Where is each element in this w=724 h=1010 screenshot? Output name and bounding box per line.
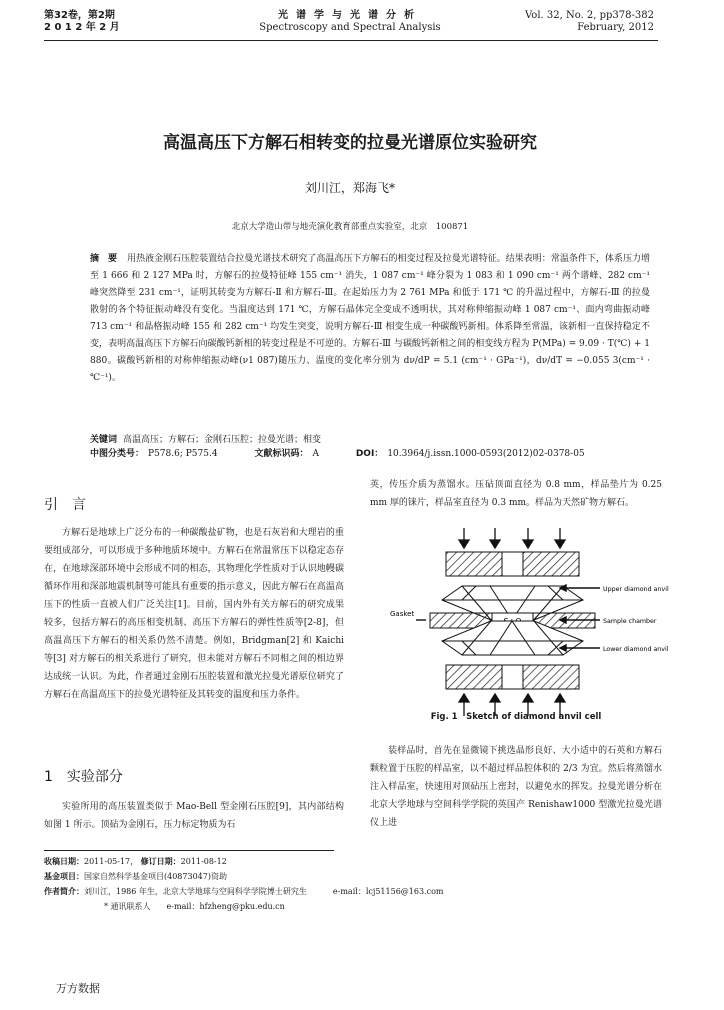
watermark: 万方数据 — [56, 982, 100, 995]
right-column-top-paragraph: 英，传压介质为蒸馏水。压砧顶面直径为 0.8 mm，样品垫片为 0.25 mm 厚的铼片，样品室直径为 0.3 mm。样品为天然矿物方解石。 — [370, 480, 662, 508]
intro-paragraph: 方解石是地球上广泛分布的一种碳酸盐矿物，也是石灰岩和大理岩的重要组成部分，可以形成于多种地质环境中。方解石在常温常压下以稳定态存在，在地球深部环境中会形成不同的相态，其物理化学性质对于认识地幔碳循环作用和深部地震机制等可能具有重要的指示意义，因此方解石在高温高压下的性质一直被人们广泛关注[1]。目前，国内外有关方解石的研究成果较多，包括方解石的高压相变机制、高压下方解石的弹性性质等[2-8]，但高温高压下方解石的相关系仍然不清楚。例如，Bridgman[2] 和 Kaichi 等[3] 对方解石的相关系进行了研究，但未能对方解石不同相之间的相边界达成统一认识。为此，作者通过金刚石压腔装置和激光拉曼光谱原位研究了方解石在高温高压下的拉曼光谱特征及其转变的温度和压力条件。 — [44, 528, 344, 700]
class-value: P578.6; P575.4 — [148, 449, 218, 459]
footnote-corresponding: * 通讯联系人 e-mail：hfzheng@pku.edu.cn — [104, 902, 285, 911]
header-rule — [44, 40, 658, 41]
journal-name-en: Spectroscopy and Spectral Analysis — [259, 22, 441, 33]
affiliation: 北京大学造山带与地壳演化教育部重点实验室，北京 100871 — [231, 222, 469, 232]
fund-text: 国家自然科学基金项目(40873047)资助 — [84, 872, 227, 881]
upper-seat — [446, 552, 579, 576]
gasket-label: Gasket — [390, 610, 415, 618]
keywords-text: 高温高压；方解石；金刚石压腔；拉曼光谱；相变 — [123, 435, 322, 445]
diamond-anvil-cell-figure — [370, 528, 669, 718]
classification-line — [90, 446, 670, 459]
journal-citation — [525, 10, 654, 34]
abstract-label: 摘 要 — [90, 254, 118, 264]
doi-value: 10.3964/j.issn.1000-0593(2012)02-0378-05 — [387, 449, 585, 459]
abstract-text: 用热液金刚石压腔装置结合拉曼光谱技术研究了高温高压下方解石的相变过程及拉曼光谱特征。结果表明：常温条件下，体系压力增至 1 666 和 2 127 MPa 时，方解石的拉曼特征峰 155 cm⁻¹ 消失，1 087 cm⁻¹ 峰分裂为 1 083 和 1 090 cm⁻¹ 两个谱峰、282 cm⁻¹ 峰突然降至 231 cm⁻¹，证明其转变为方解石-Ⅱ 和方解石-Ⅲ。在起始压力为 2 761 MPa 和低于 171 ℃ 的升温过程中，方解石-Ⅲ 的拉曼散射的各个特征振动峰没有变化。当温度达到 171 ℃，方解石晶体完全变成不透明状，其对称伸缩振动峰 1 087 cm⁻¹、面内弯曲振动峰 713 cm⁻¹ 和晶格振动峰 155 和 282 cm⁻¹ 均发生突变，说明方解石-Ⅲ 相变生成一种碳酸钙新相。体系降至常温，该新相一直保持稳定不变，表明高温高压下方解石向碳酸钙新相的转变过程是不可逆的。方解石-Ⅲ 与碳酸钙新相之间的相变线方程为 P(MPa) = 9.09 · T(℃) + 1 880。碳酸钙新相的对称伸缩振动峰(ν1 087)随压力、温度的变化率分别为 dν/dP = 5.1 (cm⁻¹ · GPa⁻¹)，dν/dT = −0.055 3(cm⁻¹ · ℃⁻¹)。 — [90, 254, 650, 383]
volume-en: Vol. 32, No. 2, pp378-382 — [525, 10, 654, 21]
footnote-rule — [44, 850, 334, 851]
author-bio: 刘川江，1986 年生，北京大学地球与空间科学学院博士研究生 — [84, 887, 307, 896]
doi-label: DOI： — [355, 449, 384, 459]
lower-anvil-label: Lower diamond anvil — [603, 646, 669, 653]
date-cn: 2 0 1 2 年 2 月 — [44, 22, 120, 33]
footnote-dates — [44, 854, 664, 869]
top-force-arrows — [459, 528, 565, 548]
intro-heading: 引 言 — [44, 497, 86, 513]
doc-code-value: A — [312, 449, 319, 459]
doc-code-label: 文献标识码： — [254, 449, 309, 459]
footnote-author — [44, 884, 664, 899]
received-label: 收稿日期： — [44, 857, 84, 866]
received-date: 2011-05-17， — [84, 857, 139, 866]
right-column-bottom-paragraph: 装样品时，首先在显微镜下挑选晶形良好、大小适中的石英和方解石颗粒置于压腔的样品室，以不超过样品腔体积的 2/3 为宜。然后将蒸馏水注入样品室，快速用对顶砧压上密封，以避免水的挥发。拉曼光谱分析在北京大学地球与空间科学学院的英国产 Renishaw1000 型激光拉曼光谱仪上进 — [370, 746, 662, 828]
figure-caption: Fig. 1 Sketch of diamond anvil cell — [430, 712, 602, 722]
fund-label: 基金项目： — [44, 872, 84, 881]
authors: 刘川江，郑海飞* — [304, 181, 395, 195]
revised-date: 2011-08-12 — [180, 857, 227, 866]
class-label: 中图分类号： — [90, 449, 145, 459]
lower-seat — [446, 665, 579, 689]
author-email: e-mail：lcj51156@163.com — [332, 887, 444, 896]
experiment-heading: 1 实验部分 — [44, 769, 123, 785]
footnote-fund — [44, 869, 664, 884]
author-bio-label: 作者简介： — [44, 887, 84, 896]
date-en: February, 2012 — [577, 22, 654, 33]
paper-title: 高温高压下方解石相转变的拉曼光谱原位实验研究 — [163, 133, 537, 153]
sample-chamber-text: Sample chamber — [603, 618, 657, 625]
keywords-label: 关键词 — [90, 435, 118, 445]
abstract — [90, 251, 650, 387]
volume-cn: 第32卷，第2期 — [44, 10, 115, 21]
upper-anvil-label: Upper diamond anvil — [603, 586, 669, 593]
experiment-paragraph: 实验所用的高压装置类似于 Mao-Bell 型金刚石压腔[9]，其内部结构如图 1 所示。顶砧为金刚石，压力标定物质为石 — [44, 802, 344, 830]
revised-label: 修订日期： — [140, 857, 181, 866]
journal-name-cn: 光谱学与光谱分析 — [278, 10, 422, 21]
keywords — [90, 432, 321, 445]
